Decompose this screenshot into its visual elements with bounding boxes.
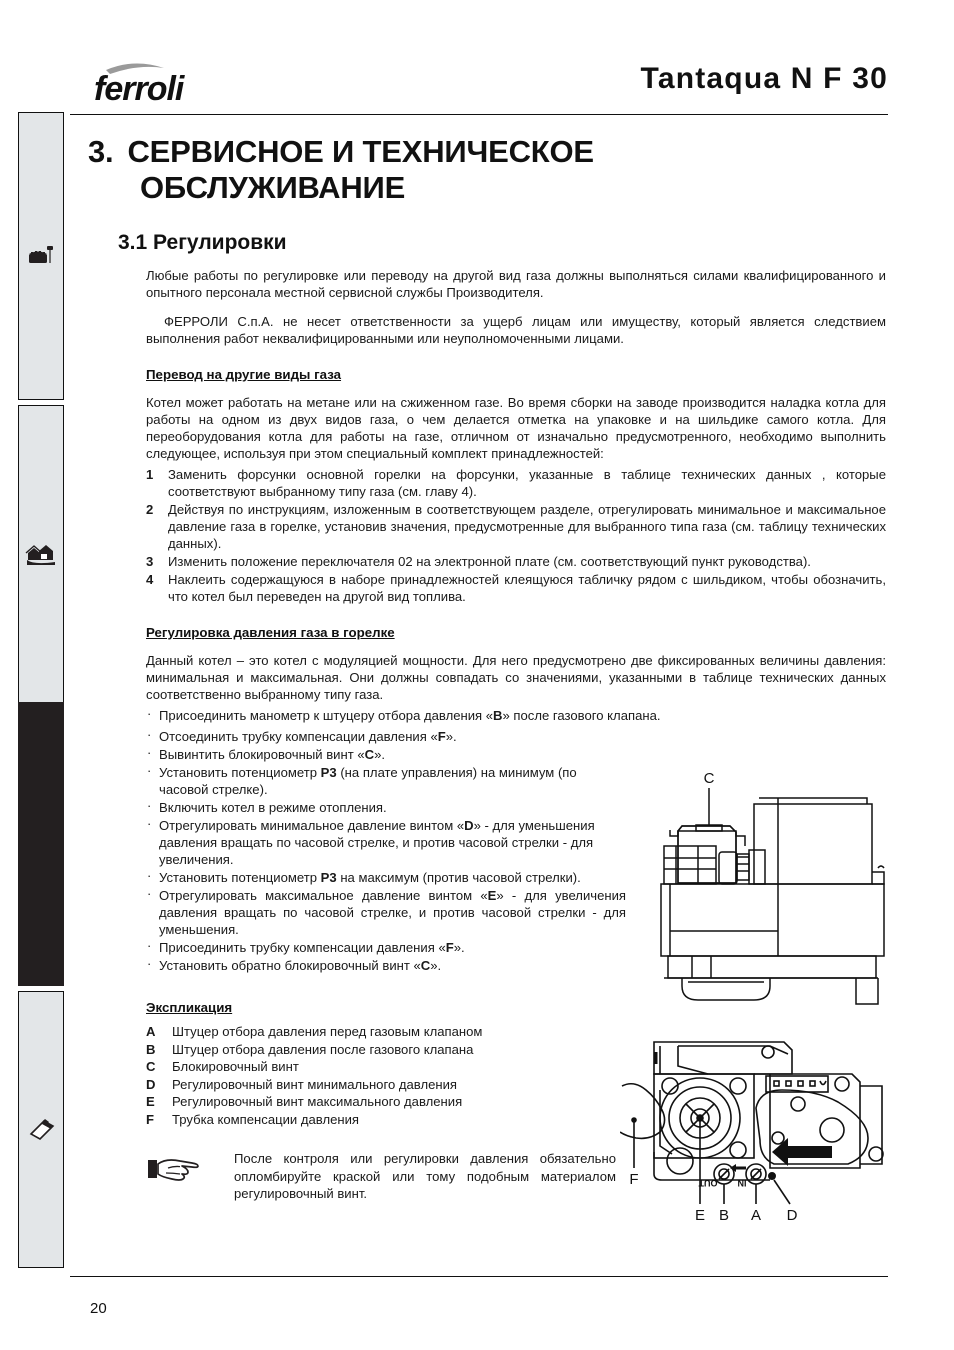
list-item: [146, 707, 886, 724]
section-heading: 3.1 Регулировки: [118, 230, 287, 254]
clipboard-icon: [24, 1115, 58, 1145]
callout-label-f: F: [629, 1171, 639, 1188]
list-item: [146, 764, 626, 798]
port-label-in: IN: [737, 1178, 747, 1188]
sidebar-tab-strip: [18, 110, 64, 1270]
gas-valve-top-view-figure: [620, 1028, 910, 1250]
table-row: [146, 1111, 482, 1129]
step-text: Заменить форсунки основной горелки на форсунки, указанные в таблице технических данных , которые соответствуют выбранному типу газа (см. главу 4).: [168, 466, 886, 499]
table-row: [146, 1023, 482, 1041]
bullet-text: Установить обратно блокировочный винт «C».: [159, 958, 442, 974]
page-header: [70, 52, 888, 114]
table-row: [146, 1041, 482, 1059]
chapter-title-line2: ОБСЛУЖИВАНИЕ: [140, 170, 406, 206]
footer-divider: [70, 1276, 888, 1277]
bullet-marker: ·: [147, 762, 152, 778]
conversion-subhead: Перевод на другие виды газа: [146, 366, 342, 382]
callout-label-d: D: [786, 1207, 798, 1224]
bullet-marker: ·: [147, 744, 152, 760]
bullet-marker: ·: [147, 797, 152, 813]
bullet-text: Отрегулировать минимальное давление винтом «D» - для уменьшения давления вращать по часовой стрелке, и против часовой стрелки - для увеличения.: [159, 817, 595, 867]
step-text: Наклеить содержащуюся в наборе принадлежностей клеящуюся табличку рядом с шильдиком, чтобы обозначить, что котел был переведен на другой вид топлива.: [168, 571, 886, 604]
sidebar-tab-1[interactable]: [18, 112, 64, 400]
boiler-icon: [24, 241, 58, 271]
list-item: [146, 553, 886, 570]
legend-key: A: [146, 1024, 156, 1040]
table-row: [146, 1076, 482, 1094]
bullet-text: Вывинтить блокировочный винт «C».: [159, 746, 386, 762]
table-row: [146, 1093, 482, 1111]
bullet-marker: ·: [147, 956, 152, 972]
chapter-title-line1: СЕРВИСНОЕ И ТЕХНИЧЕСКОЕ: [127, 134, 594, 169]
list-item: [146, 939, 626, 956]
bullet-marker: ·: [147, 726, 152, 742]
step-number: 1: [146, 466, 154, 482]
intro-paragraph-1: Любые работы по регулировке или переводу на другой вид газа должны выполняться силами квалифицированного и опытного персонала местной сервисной службы Производителя.: [146, 267, 886, 300]
pressure-paragraph: Данный котел – это котел с модуляцией мощности. Для него предусмотрено две фиксированных величины давления: минимальная и максимальная. Они должны совпадать со значениями, указанными в таблице технических данных соответственно выбранному типу газа.: [146, 652, 886, 702]
step-text: Действуя по инструкциям, изложенным в соответствующем разделе, отрегулировать минимальное и максимальное давление газа в горелке, установив значения, предусмотренные для выбранного типа газа (см. таблицу технических данных).: [168, 501, 886, 551]
houses-icon: [24, 540, 58, 570]
ferroli-logo: [88, 60, 268, 108]
bullet-text: Установить потенциометр P3 (на плате управления) на минимум (по часовой стрелке).: [159, 764, 577, 797]
legend-text: Штуцер отбора давления перед газовым клапаном: [172, 1024, 483, 1040]
list-item: [146, 728, 626, 745]
conversion-steps-list: [146, 466, 886, 605]
legend-block: [146, 1000, 626, 1128]
legend-text: Регулировочный винт минимального давления: [172, 1076, 458, 1092]
list-item: [146, 869, 626, 886]
pressure-bullets-narrow: [146, 728, 626, 974]
legend-key: F: [146, 1111, 154, 1127]
document-title: Tantaqua N F 30: [640, 62, 888, 95]
chapter-heading: [88, 134, 888, 207]
sidebar-tab-3-active[interactable]: [18, 702, 64, 986]
chapter-number: 3.: [88, 134, 114, 169]
bullet-marker: ·: [147, 705, 152, 721]
callout-label-e: E: [694, 1207, 706, 1224]
intro-paragraph-2: ФЕРРОЛИ С.п.А. не несет ответственности за ущерб лицам или имуществу, который является следствием выполнения работ неквалифицированными или неуполномоченными лицами.: [146, 313, 886, 346]
legend-key: B: [146, 1041, 156, 1057]
legend-key: D: [146, 1076, 156, 1092]
conversion-paragraph: Котел может работать на метане или на сжиженном газе. Во время сборки на заводе производится наладка котла для работы на одном из двух видов газа, о чем делается отметка на упаковке и на шильдике самого котла. Для переоборудования котла для работы на газе, отличном от изначально предусмотренного, необходимо выполнить следующее, используя при этом специальный комплект принадлежностей:: [146, 394, 886, 461]
port-label-out: OUT: [698, 1178, 718, 1188]
list-item: [146, 571, 886, 605]
list-item: [146, 817, 626, 868]
list-item: [146, 746, 626, 763]
legend-text: Блокировочный винт: [172, 1059, 299, 1075]
legend-key: C: [146, 1059, 156, 1075]
callout-label-c: C: [703, 770, 715, 787]
list-item: [146, 466, 886, 500]
pressure-bullets-wide: [146, 707, 886, 724]
pressure-subhead: Регулировка давления газа в горелке: [146, 624, 395, 640]
legend-table: [146, 1023, 482, 1128]
list-item: [146, 887, 626, 938]
svg-text:ferroli: ferroli: [94, 70, 184, 108]
gas-valve-side-view-figure: [626, 768, 902, 1024]
header-divider: [70, 114, 888, 115]
legend-text: Штуцер отбора давления после газового клапана: [172, 1041, 474, 1057]
gas-valve-top-drawing: [620, 1028, 910, 1250]
page-number: 20: [90, 1300, 107, 1317]
callout-label-b: B: [718, 1207, 730, 1224]
bullet-text: Присоединить трубку компенсации давления «F».: [159, 940, 465, 956]
pointing-hand-icon: [146, 1150, 202, 1186]
bullet-text: Включить котел в режиме отопления.: [159, 799, 387, 815]
legend-text: Трубка компенсации давления: [172, 1111, 360, 1127]
step-number: 4: [146, 571, 154, 587]
table-row: [146, 1058, 482, 1076]
step-number: 2: [146, 501, 154, 517]
legend-key: E: [146, 1094, 155, 1110]
bullet-text: Отсоединить трубку компенсации давления «F».: [159, 728, 457, 744]
list-item: [146, 799, 626, 816]
bullet-marker: ·: [147, 867, 152, 883]
step-number: 3: [146, 553, 154, 569]
bullet-marker: ·: [147, 815, 152, 831]
list-item: [146, 501, 886, 552]
step-text: Изменить положение переключателя 02 на электронной плате (см. соответствующий пункт руководства).: [168, 553, 811, 569]
bullet-text: Установить потенциометр P3 на максимум (против часовой стрелки).: [159, 869, 581, 885]
bullet-text: Отрегулировать максимальное давление винтом «E» - для увеличения давления вращать по часовой стрелке, и против часовой стрелки - для уменьшения.: [159, 887, 626, 938]
bullet-text: Присоединить манометр к штуцеру отбора давления «B» после газового клапана.: [159, 707, 661, 723]
note-text: После контроля или регулировки давления обязательно опломбируйте краской или тому подобным материалом регулировочный винт.: [234, 1151, 616, 1201]
legend-text: Регулировочный винт максимального давления: [172, 1094, 463, 1110]
legend-heading: Экспликация: [146, 1000, 233, 1016]
note-block: [146, 1150, 616, 1202]
callout-label-a: A: [750, 1207, 762, 1224]
bullet-marker: ·: [147, 885, 152, 901]
bullet-marker: ·: [147, 938, 152, 954]
list-item: [146, 957, 626, 974]
gas-valve-side-drawing: [626, 768, 902, 1024]
sidebar-tab-2[interactable]: [18, 405, 64, 705]
sidebar-tab-4[interactable]: [18, 991, 64, 1268]
